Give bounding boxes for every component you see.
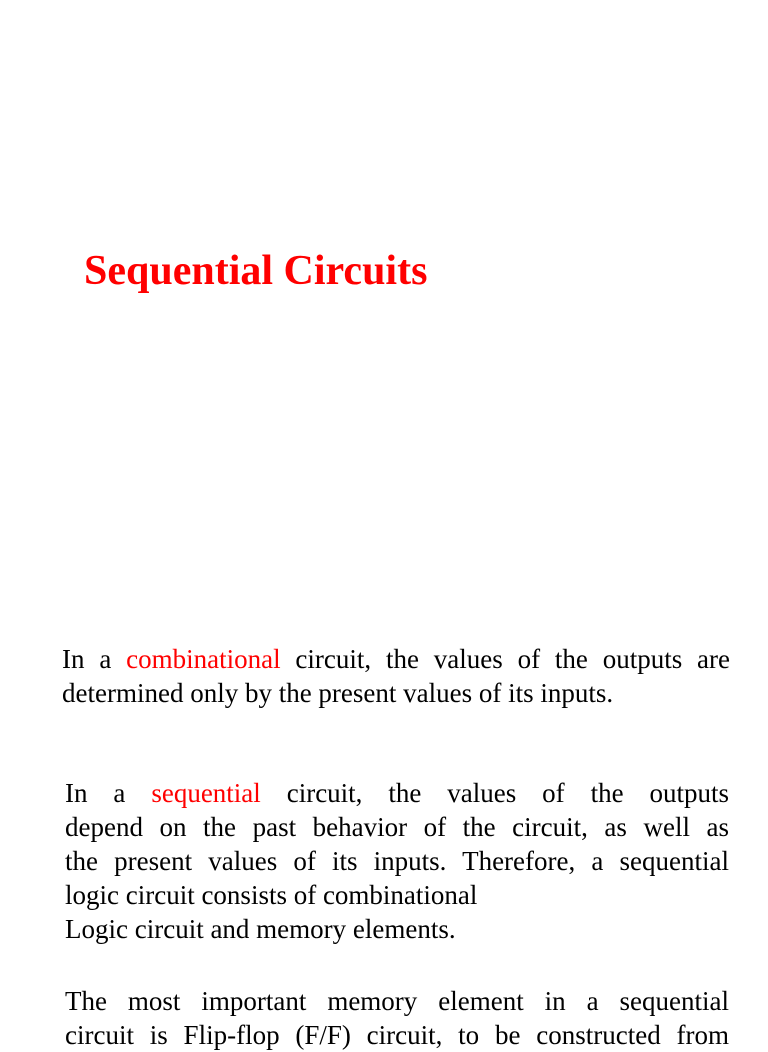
slide-title: Sequential Circuits	[84, 248, 428, 294]
paragraph-combinational	[62, 642, 730, 710]
paragraph-memory-element-line-1: The most important memory element in a sequential	[65, 986, 729, 1016]
paragraph-memory-element-line-2: circuit is Flip-flop (F/F) circuit, to be constructed from	[65, 1020, 729, 1050]
paragraph-sequential-line-3: the present values of its inputs. Therefore, a sequential	[65, 846, 729, 876]
paragraph-sequential-line-4: logic circuit consists of combinational	[65, 880, 478, 910]
paragraph-sequential-line-5: Logic circuit and memory elements.	[65, 914, 456, 944]
text-prefix: In a	[62, 644, 127, 674]
text-suffix: circuit, the values of the outputs	[260, 778, 729, 808]
text-prefix: In a	[65, 778, 152, 808]
paragraph-sequential-line-2: depend on the past behavior of the circuit, as well as	[65, 812, 729, 842]
keyword-combinational: combinational	[126, 644, 281, 674]
paragraph-memory-element	[65, 984, 729, 1052]
paragraph-combinational-line-1	[62, 642, 730, 676]
paragraph-sequential-line-1	[65, 776, 729, 810]
keyword-sequential: sequential	[151, 778, 261, 808]
paragraph-combinational-line-2: determined only by the present values of its inputs.	[62, 678, 614, 708]
paragraph-sequential	[65, 776, 729, 946]
text-suffix: circuit, the values of the outputs are	[280, 644, 730, 674]
